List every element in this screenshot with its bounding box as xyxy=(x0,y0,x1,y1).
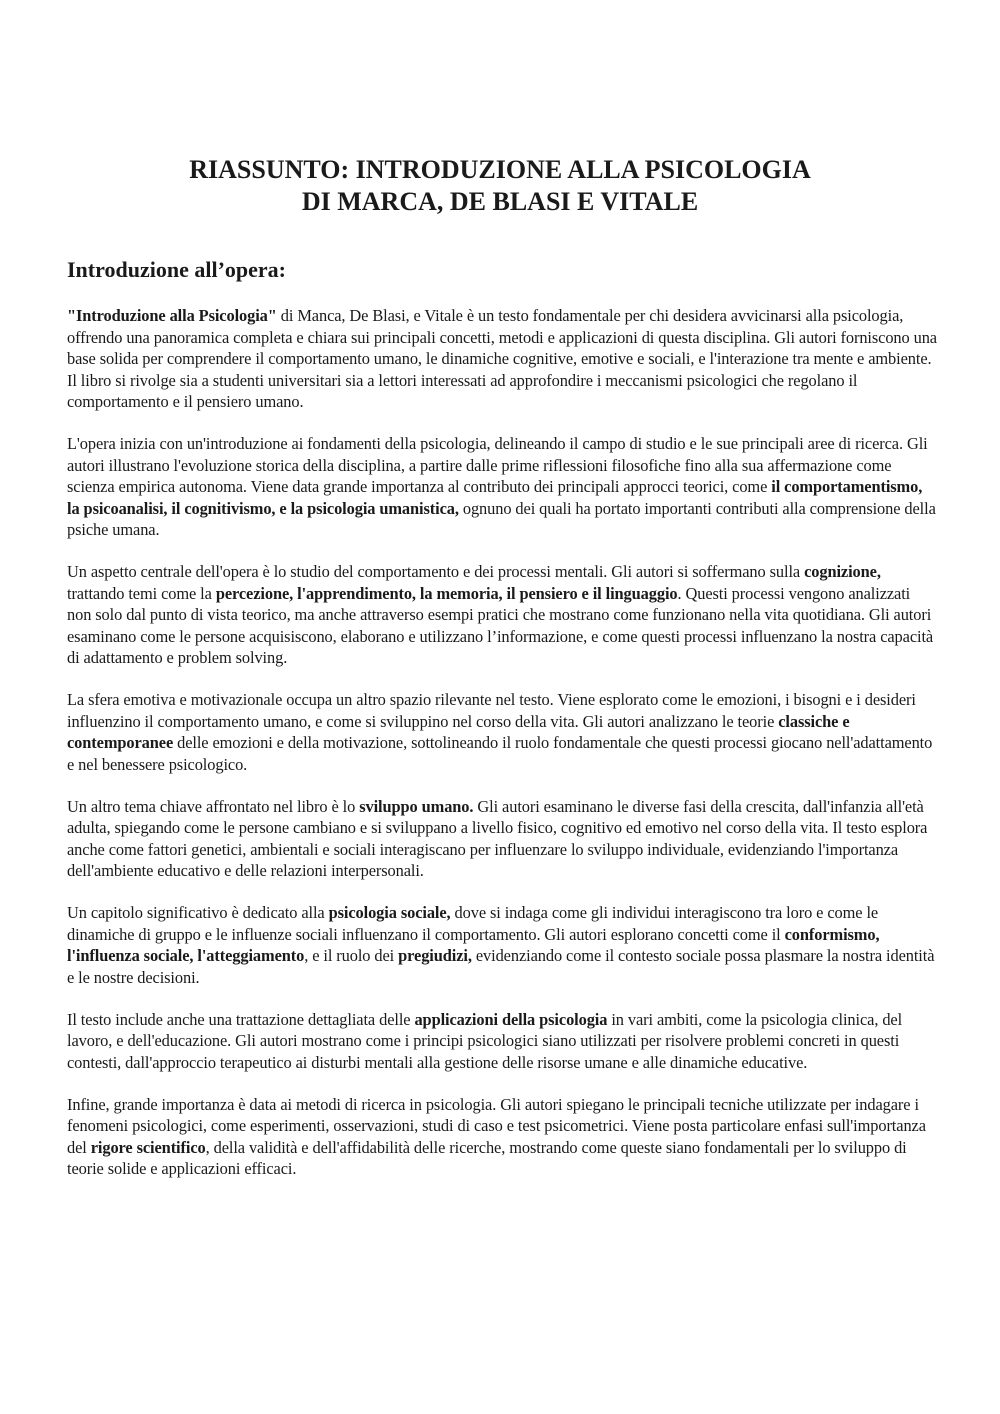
paragraph xyxy=(67,433,937,541)
emphasis-text: applicazioni della psicologia xyxy=(414,1009,608,1029)
emphasis-text: classiche e contemporanee xyxy=(67,711,850,752)
paragraph xyxy=(67,1094,937,1180)
paragraph-text: Gli autori esaminano le diverse fasi della crescita, dall'infanzia all'età adulta, spiegando come le persone cambiano e si sviluppano a livello fisico, cognitivo ed emotivo nel corso della vita. Il testo esplora anche come fattori genetici, ambientali e sociali interagiscano per influenzare lo sviluppo individuale, evidenziando l'importanza dell'ambiente educativo e delle relazioni interpersonali. xyxy=(67,796,928,880)
emphasis-text: sviluppo umano. xyxy=(359,796,474,816)
paragraph xyxy=(67,902,937,988)
paragraph-text: delle emozioni e della motivazione, sottolineando il ruolo fondamentale che questi processi giocano nell'adattamento e nel benessere psicologico. xyxy=(67,733,933,774)
paragraph-text: La sfera emotiva e motivazionale occupa un altro spazio rilevante nel testo. Viene esplorato come le emozioni, i bisogni e i desideri influenzino il comportamento umano, e come si sviluppino nel corso della vita. Gli autori analizzano le teorie xyxy=(67,690,916,731)
paragraph-text: Un altro tema chiave affrontato nel libro è lo xyxy=(67,796,360,816)
paragraph-text: in vari ambiti, come la psicologia clinica, del lavoro, e dell'educazione. Gli autori mostrano come i principi psicologici siano utilizzati per risolvere problemi concreti in questi contesti, dall'approccio terapeutico ai disturbi mentali alla gestione delle risorse umane e alle dinamiche educative. xyxy=(67,1009,903,1072)
paragraph xyxy=(67,305,937,413)
body-text xyxy=(67,305,937,1200)
emphasis-text: "Introduzione alla Psicologia" xyxy=(67,306,277,325)
paragraph-text: ognuno dei quali ha portato importanti contributi alla comprensione della psiche umana. xyxy=(67,498,936,539)
paragraph-text: Infine, grande importanza è data ai metodi di ricerca in psicologia. Gli autori spiegano le principali tecniche utilizzate per indagare i fenomeni psicologici, come esperimenti, osservazioni, studi di caso e test psicometrici. Viene posta particolare enfasi sull'importanza del xyxy=(67,1094,926,1157)
paragraph-text: trattando temi come la xyxy=(67,583,216,603)
paragraph-text: L'opera inizia con un'introduzione ai fondamenti della psicologia, delineando il campo di studio e le sue principali aree di ricerca. Gli autori illustrano l'evoluzione storica della disciplina, a partire dalle prime riflessioni filosofiche fino alla sua affermazione come scienza empirica autonoma. Viene data grande importanza al contributo dei principali approcci teorici, come xyxy=(67,434,928,496)
paragraph-text: evidenziando come il contesto sociale possa plasmare la nostra identità e le nostre decisioni. xyxy=(67,946,935,987)
emphasis-text: percezione, l'apprendimento, la memoria, il pensiero e il linguaggio xyxy=(215,583,678,603)
paragraph xyxy=(67,1009,937,1074)
emphasis-text: rigore scientifico xyxy=(90,1137,206,1157)
paragraph xyxy=(67,689,937,775)
paragraph-text: dove si indaga come gli individui interagiscono tra loro e come le dinamiche di gruppo e le influenze sociali influenzano il comportamento. Gli autori esplorano concetti come il xyxy=(67,903,879,944)
emphasis-text: psicologia sociale, xyxy=(328,903,451,922)
emphasis-text: conformismo, l'influenza sociale, l'atteggiamento xyxy=(67,924,880,965)
paragraph-text: Un capitolo significativo è dedicato alla xyxy=(67,903,329,922)
paragraph-text: Il testo include anche una trattazione dettagliata delle xyxy=(67,1009,415,1029)
paragraph-text: , e il ruolo dei xyxy=(304,946,399,965)
paragraph-text: di Manca, De Blasi, e Vitale è un testo fondamentale per chi desidera avvicinarsi alla psicologia, offrendo una panoramica completa e chiara sui principali concetti, metodi e applicazioni di questa disciplina. Gli autori forniscono una base solida per comprendere il comportamento umano, le dinamiche cognitive, emotive e sociali, e l'interazione tra mente e ambiente. Il libro si rivolge sia a studenti universitari sia a lettori interessati ad approfondire i meccanismi psicologici che regolano il comportamento e il pensiero umano. xyxy=(67,306,937,411)
paragraph xyxy=(67,796,937,882)
document-title xyxy=(67,154,933,218)
paragraph xyxy=(67,561,937,669)
emphasis-text: cognizione, xyxy=(804,562,881,581)
document-title-line-2: DI MARCA, DE BLASI E VITALE xyxy=(301,187,699,216)
paragraph-text: , della validità e dell'affidabilità delle ricerche, mostrando come queste siano fondamentali per lo sviluppo di teorie solide e applicazioni efficaci. xyxy=(67,1137,907,1178)
section-heading: Introduzione all’opera: xyxy=(67,257,286,282)
document-title-line-1: RIASSUNTO: INTRODUZIONE ALLA PSICOLOGIA xyxy=(189,155,811,184)
emphasis-text: il comportamentismo, la psicoanalisi, il cognitivismo, e la psicologia umanistica, xyxy=(67,477,923,518)
paragraph-text: Un aspetto centrale dell'opera è lo studio del comportamento e dei processi mentali. Gli autori si soffermano sulla xyxy=(67,562,805,581)
paragraph-text: . Questi processi vengono analizzati non solo dal punto di vista teorico, ma anche attraverso esempi pratici che mostrano come funzionano nella vita quotidiana. Gli autori esaminano come le persone acquisiscono, elaborano e utilizzano l’informazione, e come questi processi influenzano la nostra capacità di adattamento e problem solving. xyxy=(67,583,934,667)
emphasis-text: pregiudizi, xyxy=(398,946,472,965)
